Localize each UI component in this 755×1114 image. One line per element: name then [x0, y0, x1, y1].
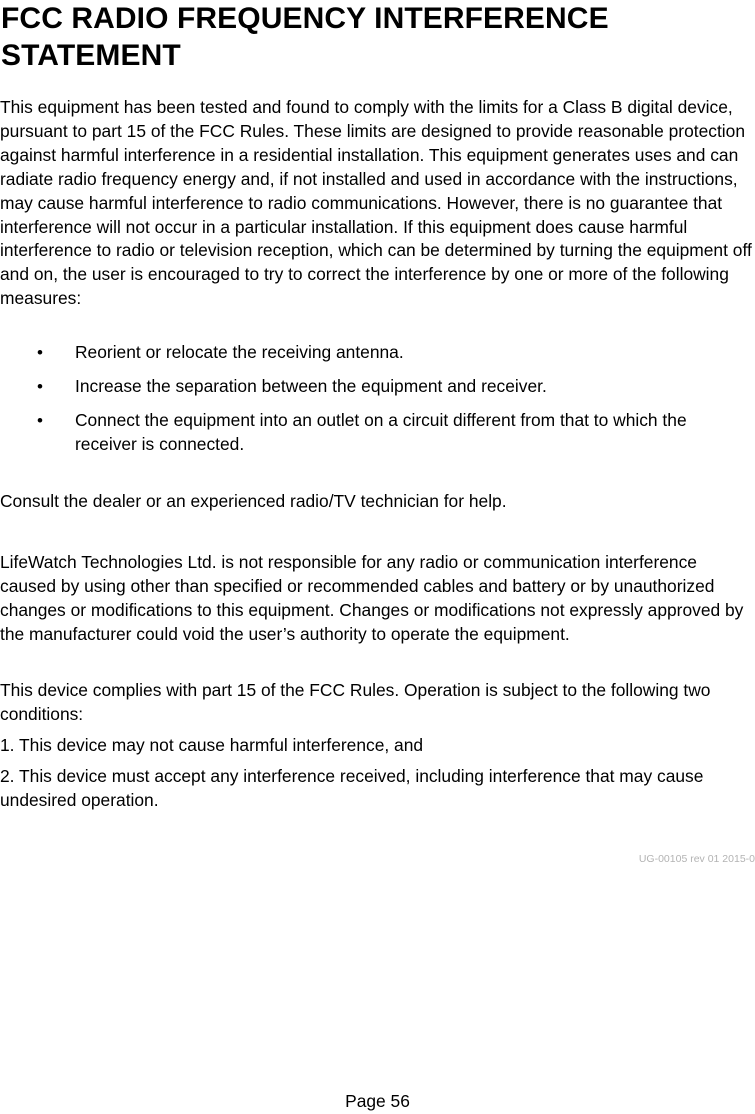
intro-paragraph: This equipment has been tested and found to comply with the limits for a Class B digital device, pursuant to part 15 of the FCC Rules. These limits are designed to provide reasonable protection against harmful interference in a residential installation. This equipment generates uses and can radiate radio frequency energy and, if not installed and used in accordance with the instructions, may cause harmful interference to radio communications. However, there is no guarantee that interference will not occur in a particular installation. If this equipment does cause harmful interference to radio or television reception, which can be determined by turning the equipment off and on, the user is encouraged to try to correct the interference by one or more of the following measures: — [0, 97, 752, 309]
measures-list — [0, 341, 755, 467]
condition-2: 2. This device must accept any interference received, including interference that may cause undesired operation. — [0, 766, 704, 810]
bullet-icon: • — [37, 376, 43, 396]
list-item — [0, 375, 715, 399]
bullet-icon: • — [37, 343, 43, 362]
bullet-icon: • — [37, 410, 43, 430]
condition-1: 1. This device may not cause harmful interference, and — [0, 735, 424, 755]
doc-reference: UG-00105 rev 01 2015-0 — [638, 853, 755, 865]
page-title: FCC RADIO FREQUENCY INTERFERENCE STATEMENT — [1, 2, 609, 72]
consult-paragraph: Consult the dealer or an experienced radio/TV technician for help. — [0, 491, 507, 511]
page-number: Page 56 — [345, 1091, 410, 1111]
measure-text: Connect the equipment into an outlet on a circuit different from that to which the receiver is connected. — [75, 409, 687, 454]
measure-text: Reorient or relocate the receiving antenna. — [75, 342, 404, 362]
list-item — [0, 409, 715, 457]
list-item — [0, 341, 715, 365]
compliance-paragraph: This device complies with part 15 of the FCC Rules. Operation is subject to the following two conditions: — [0, 680, 711, 724]
measure-text: Increase the separation between the equipment and receiver. — [75, 375, 547, 396]
lifewatch-paragraph: LifeWatch Technologies Ltd. is not responsible for any radio or communication interference caused by using other than specified or recommended cables and battery or by unauthorized changes or modifications to this equipment. Changes or modifications not expressly approved by the manufacturer could void the user’s authority to operate the equipment. — [0, 552, 744, 644]
